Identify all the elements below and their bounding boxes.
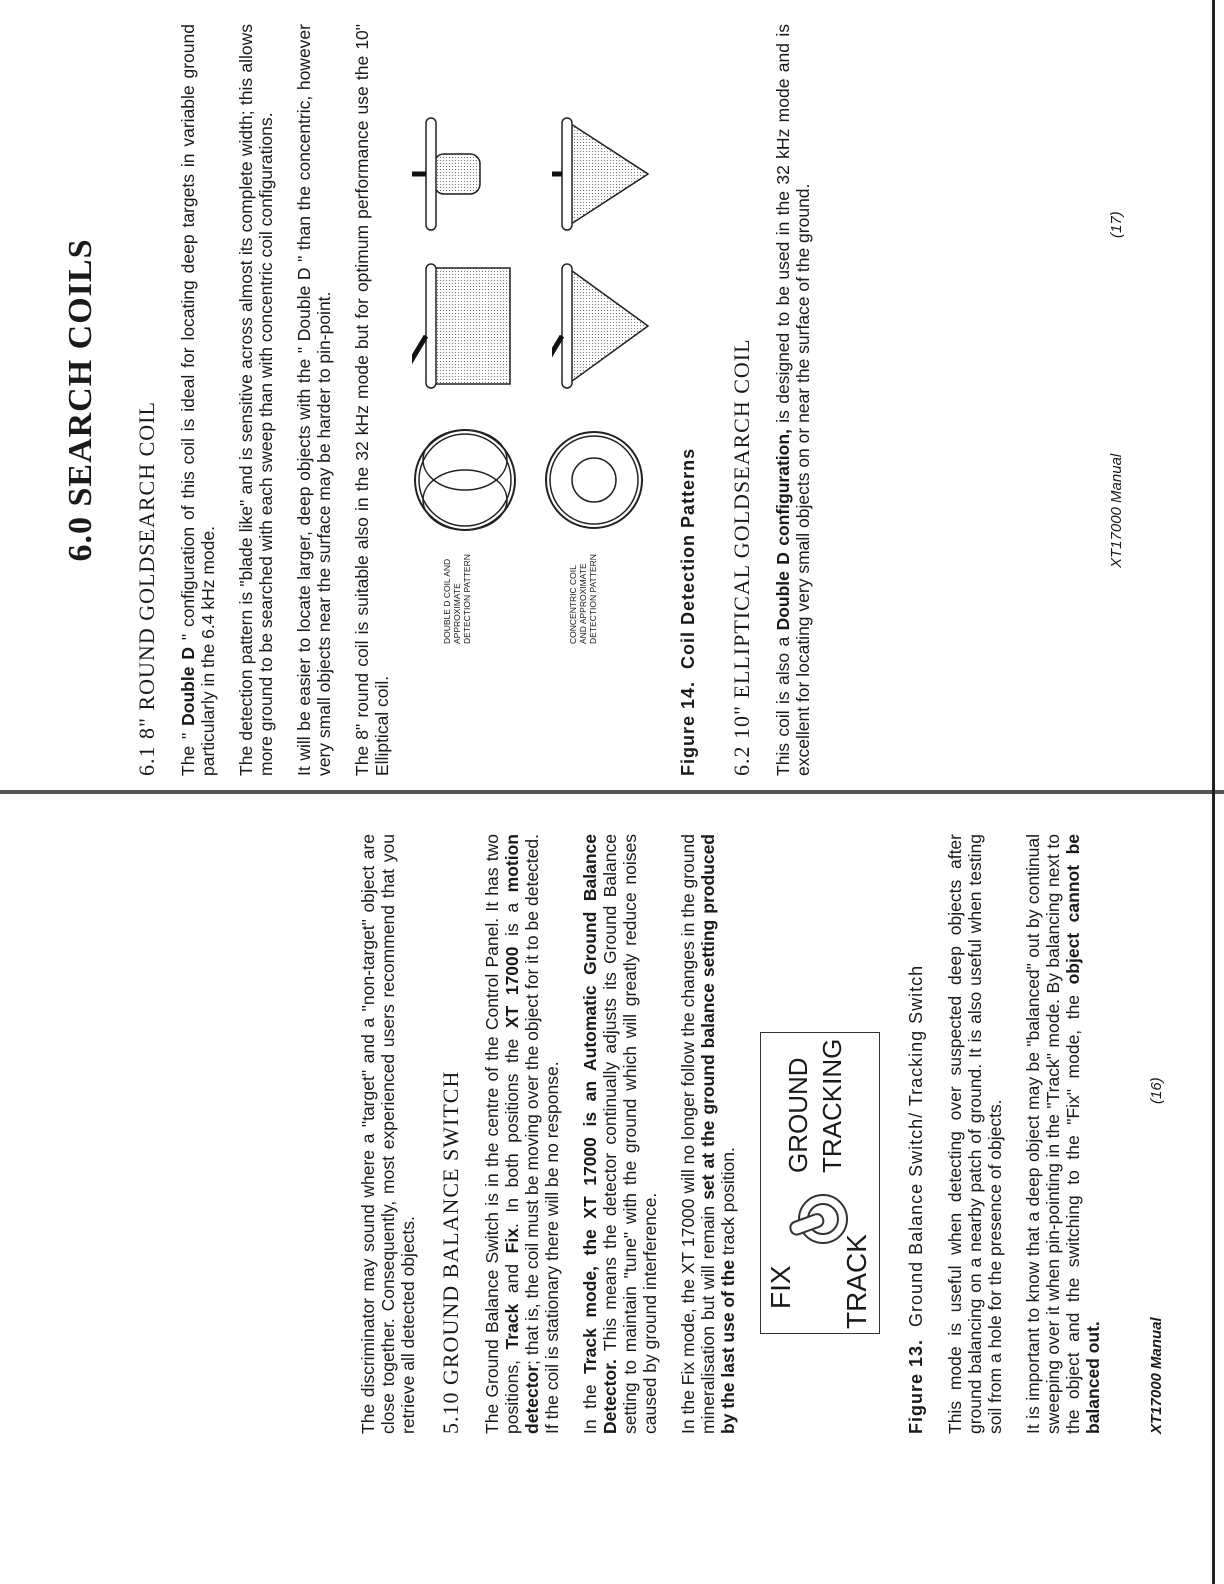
double-d-side-pattern-icon bbox=[412, 256, 524, 396]
coil-detection-patterns-figure bbox=[402, 24, 664, 776]
fix-mode-text: In the Fix mode, the XT 17000 will no longer follow the changes in the ground mineralisation but will remain set at the ground balance setting produced by the last use of the track position. bbox=[678, 834, 738, 1434]
figure-14-caption: Figure 14. Coil Detection Patterns bbox=[678, 447, 698, 776]
larger-objects-text: It will be easier to locate larger, deep objects with the " Double D " than the concentric, however very small objects near the surface may be harder to pin-point. bbox=[294, 24, 334, 776]
concentric-front-pattern-icon bbox=[552, 114, 662, 234]
concentric-coil-icon bbox=[542, 428, 646, 532]
right-page-column bbox=[62, 24, 813, 776]
right-footer-page-number: (17) bbox=[1108, 211, 1125, 238]
left-footer-page-number: (16) bbox=[1148, 1077, 1165, 1104]
bottom-edge-line bbox=[1212, 0, 1215, 1584]
fix-label: FIX bbox=[765, 1265, 796, 1309]
search-coils-title: 6.0 SEARCH COILS bbox=[62, 238, 99, 562]
balanced-out-warning-text: It is important to know that a deep object may be "balanced" out by continual sweeping over it when pin-pointing in the "Track" mode. By balancing next to the object and the switching to the "Fix" mode, the object cannot be balanced out. bbox=[1023, 834, 1103, 1434]
ground-balance-heading: 5.10 GROUND BALANCE SWITCH bbox=[438, 1070, 463, 1434]
left-footer bbox=[1148, 834, 1165, 1434]
right-footer-manual: XT17000 Manual bbox=[1108, 453, 1125, 568]
left-footer-manual: XT17000 Manual bbox=[1148, 1317, 1165, 1434]
round-coil-heading: 6.1 8" ROUND GOLDSEARCH COIL bbox=[134, 401, 159, 776]
spine-line bbox=[0, 790, 1224, 794]
elliptical-coil-text: This coil is also a Double D configuration, is designed to be used in the 32 kHz mode and is excellent for locating very small objects on or near the surface of the ground. bbox=[773, 24, 813, 776]
switch-positions-text: The Ground Balance Switch is in the centre of the Control Panel. It has two positions, Track and Fix. In both positions the XT 17000 is a motion detector; that is, the coil must be moving over the object for it to be detected. If the coil is stationary there will be no response. bbox=[482, 834, 562, 1434]
ground-label: GROUND bbox=[783, 1057, 813, 1173]
double-d-coil-icon bbox=[410, 420, 520, 540]
track-label: TRACK bbox=[841, 1234, 872, 1329]
tracking-label: TRACKING bbox=[817, 1038, 847, 1173]
left-page-column bbox=[358, 834, 1103, 1434]
fix-mode-usage-text: This mode is useful when detecting over suspected deep objects after ground balancing on a nearby patch of ground. It is also useful when testing soil from a hole for the presence of objects. bbox=[945, 834, 1005, 1434]
track-mode-text: In the Track mode, the XT 17000 is an Automatic Ground Balance Detector. This means the detector continually adjusts its Ground Balance setting to maintain "tune" with the ground which will greatly reduce noises caused by ground interference. bbox=[580, 833, 660, 1434]
concentric-side-pattern-icon bbox=[552, 256, 662, 396]
concentric-pattern-label: CONCENTRIC COIL AND APPROXIMATE DETECTION PATTERN bbox=[568, 554, 598, 644]
double-d-text: The " Double D " configuration of this coil is ideal for locating deep targets in variable ground particularly in the 6.4 kHz mode. bbox=[178, 24, 218, 776]
double-d-front-pattern-icon bbox=[412, 114, 524, 234]
right-footer bbox=[1108, 68, 1125, 568]
detection-pattern-text: The detection pattern is "blade like" and is sensitive across almost its complete width; this allows more ground to be searched with each sweep than with concentric coil configurations. bbox=[236, 24, 276, 776]
figure-13-caption-text: Figure 13. Ground Balance Switch/ Tracking Switch bbox=[906, 964, 926, 1434]
intro-text: The discriminator may sound where a "target" and a "non-target" object are close together. Consequently, most experienced users recommend that you retrieve all detected objects. bbox=[358, 834, 418, 1434]
round-coil-suitability-text: The 8" round coil is suitable also in the 32 kHz mode but for optimum performance use the 10" Elliptical coil. bbox=[352, 24, 392, 776]
ground-balance-switch-figure bbox=[760, 1032, 880, 1334]
double-d-pattern-label: DOUBLE D COIL AND APPROXIMATE DETECTION PATTERN bbox=[442, 554, 472, 644]
toggle-switch-icon bbox=[783, 1189, 853, 1249]
elliptical-coil-heading: 6.2 10" ELLIPTICAL GOLDSEARCH COIL bbox=[729, 338, 754, 776]
